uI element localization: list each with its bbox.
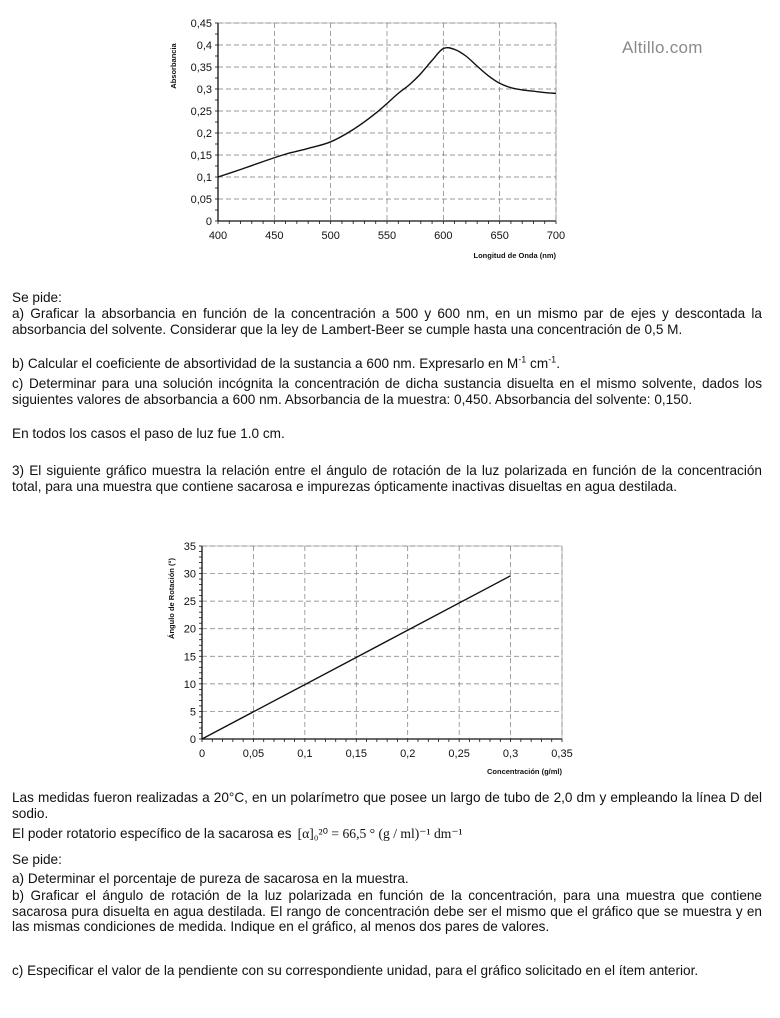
section2-item-a: a) Graficar la absorbancia en función de la concentración a 500 y 600 nm, en un mismo par de ejes y descontada la absorbancia del solvente. Considerar que la ley de Lambert-Beer se cumple hasta una concentración de 0,5 M.	[12, 306, 762, 337]
x-tick-label: 0,3	[502, 748, 519, 760]
section2-item-b	[12, 356, 560, 372]
watermark-logo: Altillo.com	[622, 38, 703, 57]
section3-heading: Se pide:	[12, 852, 62, 867]
x-tick-label: 700	[546, 230, 566, 242]
y-tick-label: 0	[205, 216, 212, 228]
y-tick-label: 0,4	[196, 40, 212, 52]
y-tick-label: 0,45	[190, 18, 212, 30]
x-axis-title: Concentración (g/ml)	[486, 767, 562, 776]
x-tick-label: 500	[321, 230, 340, 242]
y-tick-label: 15	[183, 651, 196, 664]
y-tick-label: 0,1	[196, 172, 212, 184]
section3-item-a: a) Determinar el porcentaje de pureza de sacarosa en la muestra.	[12, 871, 409, 886]
y-tick-label: 35	[183, 541, 196, 553]
section2-final-note: En todos los casos el paso de luz fue 1.0 cm.	[12, 426, 285, 441]
section2-item-b-end: .	[556, 356, 560, 371]
section2-heading: Se pide:	[12, 290, 62, 305]
x-tick-label: 600	[434, 230, 453, 242]
section3-item-c: c) Especificar el valor de la pendiente con su correspondiente unidad, para el gráfico solicitado en el ítem anterior.	[12, 963, 699, 978]
section3-poder-text: El poder rotatorio específico de la sacarosa es	[12, 826, 292, 841]
section3-medidas: Las medidas fueron realizadas a 20°C, en un polarímetro que posee un largo de tubo de 2,0 dm y empleando la línea D del sodio.	[12, 790, 762, 821]
x-tick-label: 0,35	[551, 748, 573, 760]
section3-intro: 3) El siguiente gráfico muestra la relación entre el ángulo de rotación de la luz polarizada en función de la concentración total, para una muestra que contiene sacarosa e impurezas ópticamente inactivas disueltas en agua destilada.	[12, 463, 762, 494]
section3-poder-formula: [α]₀²⁰ = 66,5 ° (g / ml)⁻¹ dm⁻¹	[297, 826, 463, 841]
section2-item-b-sup2: -1	[548, 354, 557, 365]
y-tick-label: 10	[183, 678, 196, 691]
x-tick-label: 650	[490, 230, 509, 242]
section2-item-c: c) Determinar para una solución incógnita la concentración de dicha sustancia disuelta en el mismo solvente, dados los siguientes valores de absorbancia a 600 nm. Absorbancia de la muestra: 0,450. Absorbancia del solvente: 0,150.	[12, 376, 762, 407]
section2-item-b-unit: cm	[526, 356, 549, 371]
x-tick-label: 0,15	[345, 748, 367, 760]
y-axis-title: Absorbancia	[169, 43, 178, 89]
y-tick-label: 5	[189, 706, 196, 719]
y-tick-label: 0	[189, 734, 196, 746]
section2-item-b-text: b) Calcular el coeficiente de absortividad de la sustancia a 600 nm. Expresarlo en M	[12, 356, 519, 371]
section2-item-b-sup1: -1	[518, 354, 527, 365]
x-tick-label: 0,05	[242, 748, 265, 760]
x-tick-label: 0,2	[400, 748, 416, 760]
x-axis-title: Longitud de Onda (nm)	[473, 251, 556, 260]
x-tick-label: 400	[208, 230, 228, 242]
y-tick-label: 20	[183, 623, 196, 636]
x-tick-label: 550	[377, 230, 397, 242]
x-tick-label: 0	[198, 748, 206, 760]
y-tick-label: 0,15	[190, 150, 212, 162]
y-tick-label: 0,05	[190, 194, 212, 206]
section3-poder-rotatorio	[12, 826, 463, 842]
y-axis-title: Ángulo de Rotación (°)	[167, 558, 176, 639]
absorbance-chart	[160, 10, 580, 272]
y-tick-label: 0,2	[196, 128, 212, 140]
y-tick-label: 0,35	[190, 62, 212, 74]
y-tick-label: 0,3	[196, 84, 212, 96]
y-tick-label: 0,25	[190, 106, 212, 118]
x-tick-label: 0,1	[297, 748, 313, 760]
y-tick-label: 25	[183, 596, 196, 609]
section3-item-b: b) Graficar el ángulo de rotación de la luz polarizada en función de la concentración, para una muestra que contiene sacarosa pura disuelta en agua destilada. El rango de concentración debe ser el mismo que el gráfico que se muestra y en las mismas condiciones de medida. Indique en el gráfico, al menos dos pares de valores.	[12, 888, 762, 935]
rotation-chart	[160, 540, 580, 780]
x-tick-label: 450	[265, 230, 284, 242]
x-tick-label: 0,25	[448, 748, 470, 760]
y-tick-label: 30	[183, 568, 196, 581]
